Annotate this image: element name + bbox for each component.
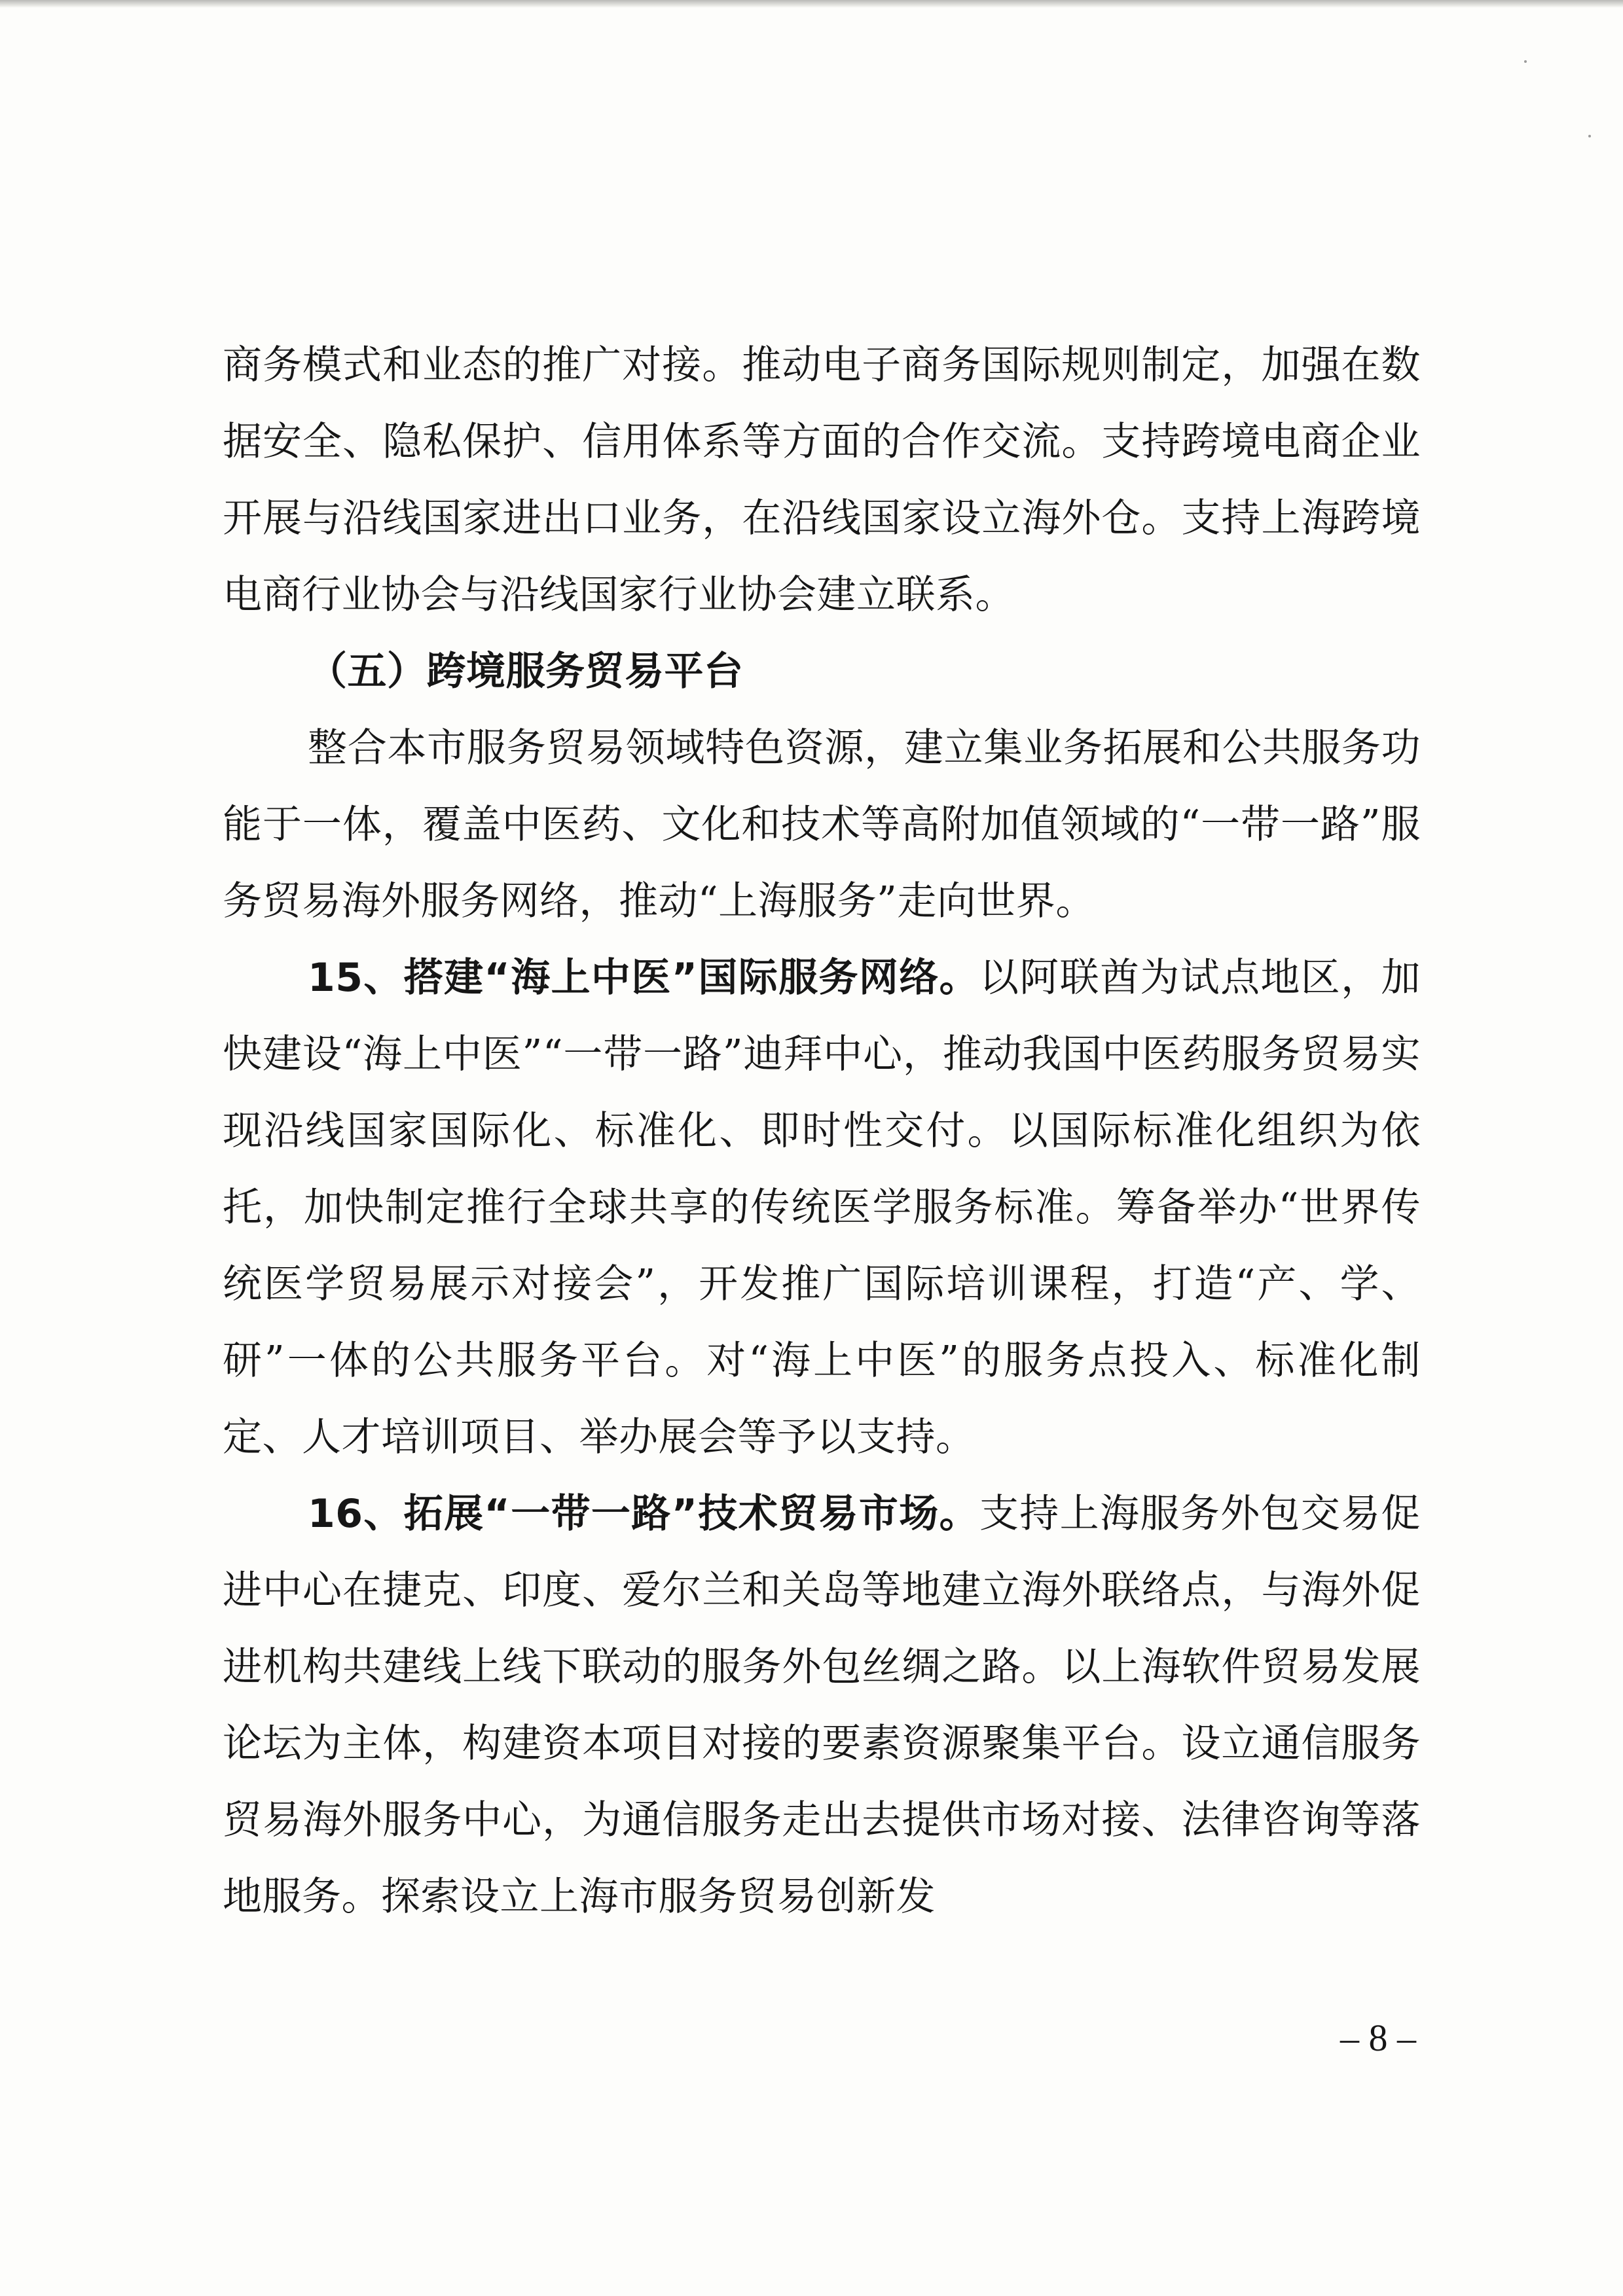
paragraph-item-15	[223, 940, 1421, 1476]
scan-speck	[1588, 135, 1591, 137]
paragraph-ecommerce-continued: 商务模式和业态的推广对接。推动电子商务国际规则制定，加强在数据安全、隐私保护、信用体系等方面的合作交流。支持跨境电商企业开展与沿线国家进出口业务，在沿线国家设立海外仓。支持上海跨境电商行业协会与沿线国家行业协会建立联系。	[223, 342, 1421, 618]
item-16-text: 支持上海服务外包交易促进中心在捷克、印度、爱尔兰和关岛等地建立海外联络点，与海外促进机构共建线上线下联动的服务外包丝绸之路。以上海软件贸易发展论坛为主体，构建资本项目对接的要素资源聚集平台。设立通信服务贸易海外服务中心，为通信服务走出去提供市场对接、法律咨询等落地服务。探索设立上海市服务贸易创新发	[223, 1491, 1421, 1920]
scan-border	[0, 0, 1623, 8]
item-15-text: 以阿联酋为试点地区，加快建设“海上中医”“一带一路”迪拜中心，推动我国中医药服务贸易实现沿线国家国际化、标准化、即时性交付。以国际标准化组织为依托，加快制定推行全球共享的传统医学服务标准。筹备举办“世界传统医学贸易展示对接会”，开发推广国际培训课程，打造“产、学、研”一体的公共服务平台。对“海上中医”的服务点投入、标准化制定、人才培训项目、举办展会等予以支持。	[223, 955, 1421, 1460]
scan-speck	[1524, 60, 1527, 63]
section-heading-cross-border-services: （五）跨境服务贸易平台	[308, 649, 744, 694]
paragraph-item-16	[223, 1476, 1421, 1935]
paragraph-services-platform-intro: 整合本市服务贸易领域特色资源，建立集业务拓展和公共服务功能于一体，覆盖中医药、文化和技术等高附加值领域的“一带一路”服务贸易海外服务网络，推动“上海服务”走向世界。	[223, 725, 1421, 924]
document-body	[223, 327, 1421, 1935]
item-16-title: 16、拓展“一带一路”技术贸易市场。	[308, 1491, 979, 1537]
page-number: – 8 –	[1340, 2017, 1416, 2059]
item-15-title: 15、搭建“海上中医”国际服务网络。	[308, 955, 979, 1001]
